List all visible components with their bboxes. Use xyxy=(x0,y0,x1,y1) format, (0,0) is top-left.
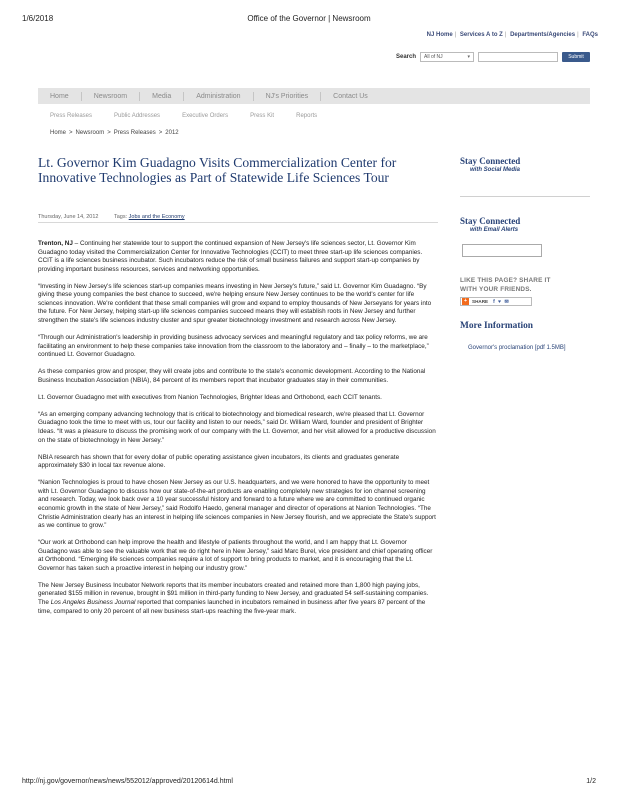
social-icons: f ♥ ✉ xyxy=(493,298,510,305)
nav-item-contact[interactable]: Contact Us xyxy=(333,92,368,100)
subnav-press-kit[interactable]: Press Kit xyxy=(250,113,275,119)
breadcrumb-year[interactable]: 2012 xyxy=(165,130,179,136)
subnav-executive-orders[interactable]: Executive Orders xyxy=(182,113,229,119)
top-link-faqs[interactable]: FAQs xyxy=(582,32,598,38)
article-meta xyxy=(38,214,185,220)
paragraph: “Nanion Technologies is proud to have chosen New Jersey as our U.S. headquarters, and we were honored to have the opportunity to meet with Lt. Governor Guadagno to discuss how our state-of-the-art products are enabling completely new strategies for ion channel screening and research. Today, we look back over a 10 year successful history and forward to a future where we are committed to continued organic economic growth in the state of New Jersey,” said Rodolfo Haedo, general manager and director of operations at Nanion Technologies. “The Christie Administration clearly has an interest in helping life sciences companies in New Jersey flourish, and we appreciate the State's support as we continue to grow.” xyxy=(38,479,436,530)
proclamation-link[interactable]: Governor's proclamation [pdf 1.5MB] xyxy=(468,345,566,351)
page-title: Lt. Governor Kim Guadagno Visits Commercialization Center for Innovative Technologies as Part of Statewide Life Sciences Tour xyxy=(38,155,397,185)
breadcrumb-home[interactable]: Home xyxy=(50,130,67,136)
search-input[interactable] xyxy=(478,52,558,62)
more-info-title: More Information xyxy=(460,321,533,331)
share-prompt-line: LIKE THIS PAGE? SHARE IT xyxy=(460,277,551,284)
stay-connected-social-sub[interactable]: with Social Media xyxy=(470,167,521,173)
breadcrumb-newsroom[interactable]: Newsroom xyxy=(75,130,105,136)
paragraph xyxy=(38,582,436,616)
share-label: SHARE xyxy=(472,299,489,304)
publication-name: Los Angeles Business Journal xyxy=(50,598,136,606)
page-number: 1/2 xyxy=(586,778,596,785)
breadcrumb-sep: > xyxy=(69,130,73,136)
nav-item-home[interactable]: Home xyxy=(50,92,69,100)
top-link-services[interactable]: Services A to Z xyxy=(459,32,503,38)
paragraph: “As an emerging company advancing technology that is critical to biotechnology and biomedical research, we're pleased that Lt. Governor Guadagno took the time to meet with us, tour our facility and listen to our needs,” said Dr. William Ward, founder and president of Brighter Ideas. “It was a pleasure to discuss the promising work of our company with the Lt. Governor, and her visit allowed for a productive discussion on the state of biotechnology in New Jersey.” xyxy=(38,410,436,444)
paragraph: As these companies grow and prosper, they will create jobs and contribute to the state's economic development. According to the National Business Incubation Association (NBIA), 84 percent of its members report that incubator graduates stay in their communities. xyxy=(38,368,426,384)
share-prompt xyxy=(460,277,551,294)
paragraph: “Through our Administration's leadership in providing business advocacy services and meaningful regulatory and tax policy reforms, we are facilitating an environment to help these companies take innovation from the classroom to the laboratory and – finally – to the marketplace,” continued Lt. Governor Guadagno. xyxy=(38,334,429,359)
subnav-public-addresses[interactable]: Public Addresses xyxy=(114,113,161,119)
top-link-departments[interactable]: Departments/Agencies xyxy=(510,32,576,38)
tag-link[interactable]: Jobs and the Economy xyxy=(128,214,185,220)
tags-label: Tags: xyxy=(113,214,128,220)
stay-connected-email-title[interactable]: Stay Connected xyxy=(460,216,521,226)
page-url: http://nj.gov/governor/news/news/552012/approved/20120614d.html xyxy=(22,778,233,785)
print-title: Office of the Governor | Newsroom xyxy=(247,14,371,23)
subnav-reports[interactable]: Reports xyxy=(296,113,318,119)
share-prompt-line: WITH YOUR FRIENDS. xyxy=(460,285,532,293)
subnav-press-releases[interactable]: Press Releases xyxy=(50,113,93,119)
paragraph-text: The New Jersey Business Incubator Network reports that its member incubators created and retained more than 1,800 high paying jobs, generated $155 million in revenue, brought in $91 million in third-party funding to New Jersey, and graduated 54 self-sustaining companies. The xyxy=(38,581,429,606)
divider xyxy=(460,196,590,197)
paragraph: “Investing in New Jersey's life sciences start-up companies means investing in New Jersey's future,” said Lt. Governor Kim Guadagno. “By giving these young companies the best chance to succeed, we're helping ensure New Jersey continues to be the world's center for life sciences innovation. We're confident that these small companies will grow and expand to employ thousands of New Jerseyans for years into the future. For New Jersey, helping start-up life sciences companies succeed means they will establish roots in New Jersey and further strengthen the state's life sciences industry cluster and spur greater biotechnology investment and research across New Jersey. xyxy=(38,282,432,324)
article-date: Thursday, June 14, 2012 xyxy=(38,214,99,220)
search-bar xyxy=(396,51,590,62)
nav-item-newsroom[interactable]: Newsroom xyxy=(93,92,128,100)
nav-item-priorities[interactable]: NJ's Priorities xyxy=(265,92,309,100)
email-input[interactable] xyxy=(462,244,542,257)
separator: | xyxy=(454,32,457,38)
dateline: Trenton, NJ xyxy=(38,240,73,247)
print-header xyxy=(22,14,596,26)
paragraph: Lt. Governor Guadagno met with executives from Nanion Technologies, Brighter Ideas and Orthobond, each CCIT tenants. xyxy=(38,393,382,401)
paragraph: “Our work at Orthobond can help improve the health and lifestyle of patients throughout the world, and I am happy that Lt. Governor Guadagno was able to see the valuable work that we do right here in New Jersey,” said Marc Burel, vice president and chief operating officer at Orthobond. “Emerging life sciences companies require a lot of support to bring products to market, and it is encouraging that the Lt. Governor has taken such a proactive interest in helping our industry grow.” xyxy=(38,539,433,572)
submit-button[interactable]: Submit xyxy=(562,52,590,62)
stay-connected-social-title[interactable]: Stay Connected xyxy=(460,156,521,166)
main-nav xyxy=(38,88,590,104)
print-date: 1/6/2018 xyxy=(22,14,54,23)
paragraph-text: – Continuing her statewide tour to support the continued expansion of New Jersey's life sciences sector, Lt. Governor Kim Guadagno today visited the Commercialization Center for Innovative Technologies (CCIT) to meet three start-up life sciences companies. CCIT is a life sciences business incubator. Such incubators reduce the risk of small business failures and support start-up companies by providing important business resources, services and networking opportunities. xyxy=(38,240,423,273)
breadcrumb xyxy=(50,130,179,136)
search-scope-value: All of NJ xyxy=(424,53,443,60)
breadcrumb-press-releases[interactable]: Press Releases xyxy=(113,130,156,136)
search-scope-select[interactable] xyxy=(420,52,474,62)
chevron-down-icon: ▾ xyxy=(467,53,470,60)
paragraph: NBIA research has shown that for every dollar of public operating assistance given incubators, its clients and graduates generate approximately $30 in local tax revenue alone. xyxy=(38,453,400,470)
nav-item-administration[interactable]: Administration xyxy=(196,92,241,100)
nav-item-media[interactable]: Media xyxy=(152,92,172,100)
stay-connected-email-sub[interactable]: with Email Alerts xyxy=(470,227,519,233)
search-label: Search xyxy=(395,53,416,60)
separator: | xyxy=(577,32,579,38)
article-body xyxy=(38,240,436,625)
plus-icon: + xyxy=(463,298,468,304)
paragraph-text: reported that companies launched in incubators remained in business after five years 87 percent of the time, compared to only 20 percent of all new business start-ups reaching the five-year mark. xyxy=(38,598,426,615)
breadcrumb-sep: > xyxy=(158,130,163,136)
top-link-nj-home[interactable]: NJ Home xyxy=(426,32,453,38)
sub-nav xyxy=(50,113,339,119)
paragraph xyxy=(38,240,436,274)
divider xyxy=(38,222,438,223)
separator: | xyxy=(504,32,507,38)
share-button[interactable] xyxy=(460,297,532,306)
top-links xyxy=(427,32,598,38)
breadcrumb-sep: > xyxy=(107,130,111,136)
